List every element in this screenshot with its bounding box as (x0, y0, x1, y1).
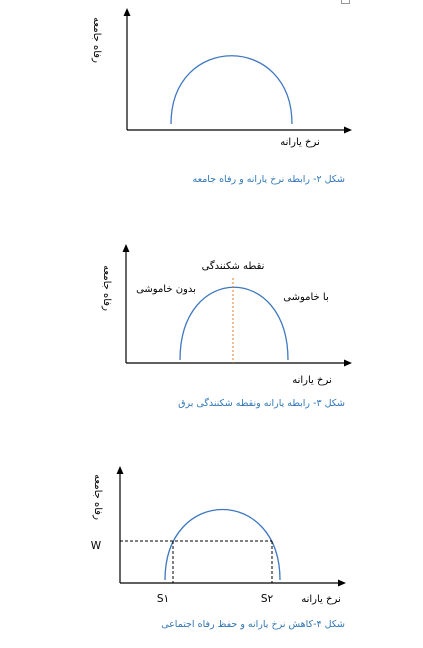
with-blackout-label: با خاموشی (283, 292, 329, 303)
figure-2 (0, 205, 423, 420)
breakpoint-label: نقطه شکنندگی (201, 261, 265, 272)
y-axis-arrow-icon (124, 8, 131, 16)
x-axis-arrow-icon (344, 360, 352, 367)
x-axis-arrow-icon (344, 127, 352, 134)
x-axis-label: نرخ یارانه (280, 137, 320, 148)
figure-3-diagram (0, 420, 423, 648)
figure-1-caption: شکل ۲- رابطه نرخ یارانه و رفاه جامعه (192, 174, 345, 185)
figure-3-caption: شکل ۴-کاهش نرخ یارانه و حفظ رفاه اجتماعی (161, 619, 345, 630)
x-axis-label: نرخ یارانه (292, 375, 332, 386)
x-axis-label: نرخ یارانه (301, 594, 341, 605)
s1-label: S۱ (156, 593, 170, 605)
figure-1 (0, 0, 423, 205)
y-axis-arrow-icon (117, 466, 124, 474)
s2-label: S۲ (260, 593, 274, 605)
welfare-curve (180, 287, 288, 360)
no-blackout-label: بدون خاموشی (136, 284, 196, 295)
x-axis-arrow-icon (338, 580, 346, 587)
welfare-curve (171, 56, 292, 124)
w-label: W (90, 540, 102, 552)
welfare-curve (165, 510, 280, 581)
y-axis-label: رفاه جامعه (91, 17, 102, 63)
y-axis-label: رفاه جامعه (92, 474, 103, 520)
y-axis-label: رفاه جامعه (101, 265, 112, 311)
figure-2-diagram (0, 205, 423, 420)
y-axis-arrow-icon (123, 244, 130, 252)
figure-2-caption: شکل ۳- رابطه یارانه ونقطه شکنندگی برق (178, 398, 345, 409)
figure-3 (0, 420, 423, 648)
